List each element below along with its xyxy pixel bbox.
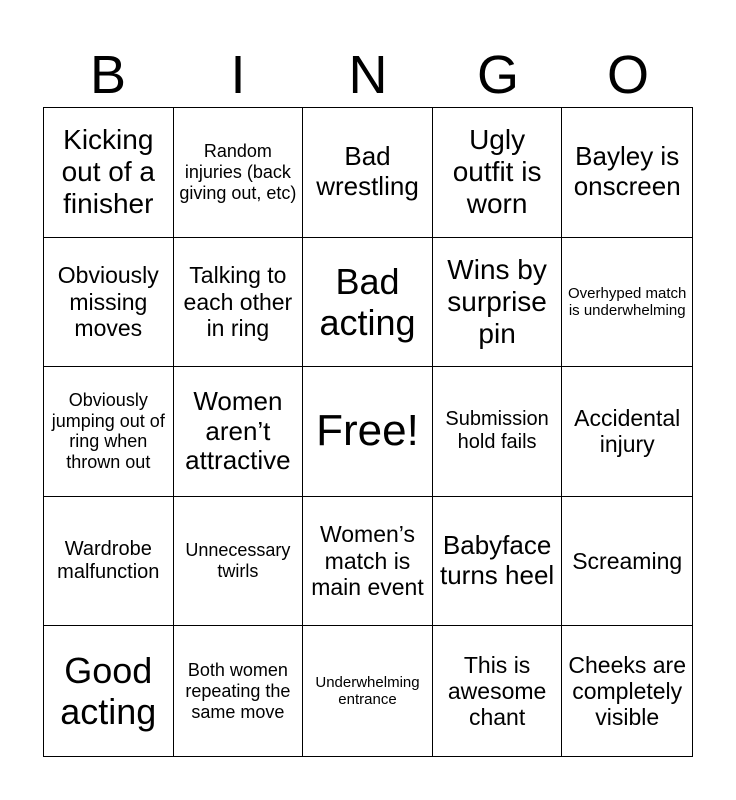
bingo-cell[interactable]: Screaming [562,497,692,627]
bingo-cell[interactable]: Bad acting [303,238,433,368]
bingo-cell[interactable]: Women’s match is main event [303,497,433,627]
header-letter-n: N [348,45,388,105]
bingo-header [43,44,693,106]
bingo-cell[interactable]: Talking to each other in ring [174,238,304,368]
bingo-cell[interactable]: Babyface turns heel [433,497,563,627]
bingo-cell[interactable]: Good acting [44,626,174,756]
bingo-cell[interactable]: This is awesome chant [433,626,563,756]
bingo-cell[interactable]: Overhyped match is underwhelming [562,238,692,368]
bingo-cell[interactable]: Random injuries (back giving out, etc) [174,108,304,238]
header-letter-i: I [230,45,246,105]
bingo-cell[interactable]: Ugly outfit is worn [433,108,563,238]
header-letter-b: B [89,45,127,105]
bingo-cell[interactable]: Submission hold fails [433,367,563,497]
header-letter-g: G [476,45,519,105]
bingo-card-grid [43,107,693,757]
bingo-cell[interactable]: Bad wrestling [303,108,433,238]
header-letter-o: O [606,45,649,105]
bingo-cell[interactable]: Cheeks are completely visible [568,651,686,731]
bingo-cell[interactable]: Kicking out of a finisher [44,108,174,238]
bingo-cell[interactable]: Underwhelming entrance [303,626,433,756]
bingo-cell[interactable]: Wardrobe malfunction [44,497,174,627]
bingo-cell[interactable]: Women aren’t attractive [174,367,304,497]
bingo-cell[interactable]: Obviously jumping out of ring when thrown out [44,367,174,497]
bingo-cell[interactable]: Wins by surprise pin [433,238,563,368]
bingo-cell[interactable]: Bayley is onscreen [562,108,692,238]
free-space-cell[interactable]: Free! [303,367,433,497]
bingo-cell[interactable]: Both women repeating the same move [174,626,304,756]
bingo-cell[interactable]: Unnecessary twirls [174,497,304,627]
bingo-cell[interactable]: Obviously missing moves [44,238,174,368]
bingo-cell[interactable]: Accidental injury [562,367,692,497]
